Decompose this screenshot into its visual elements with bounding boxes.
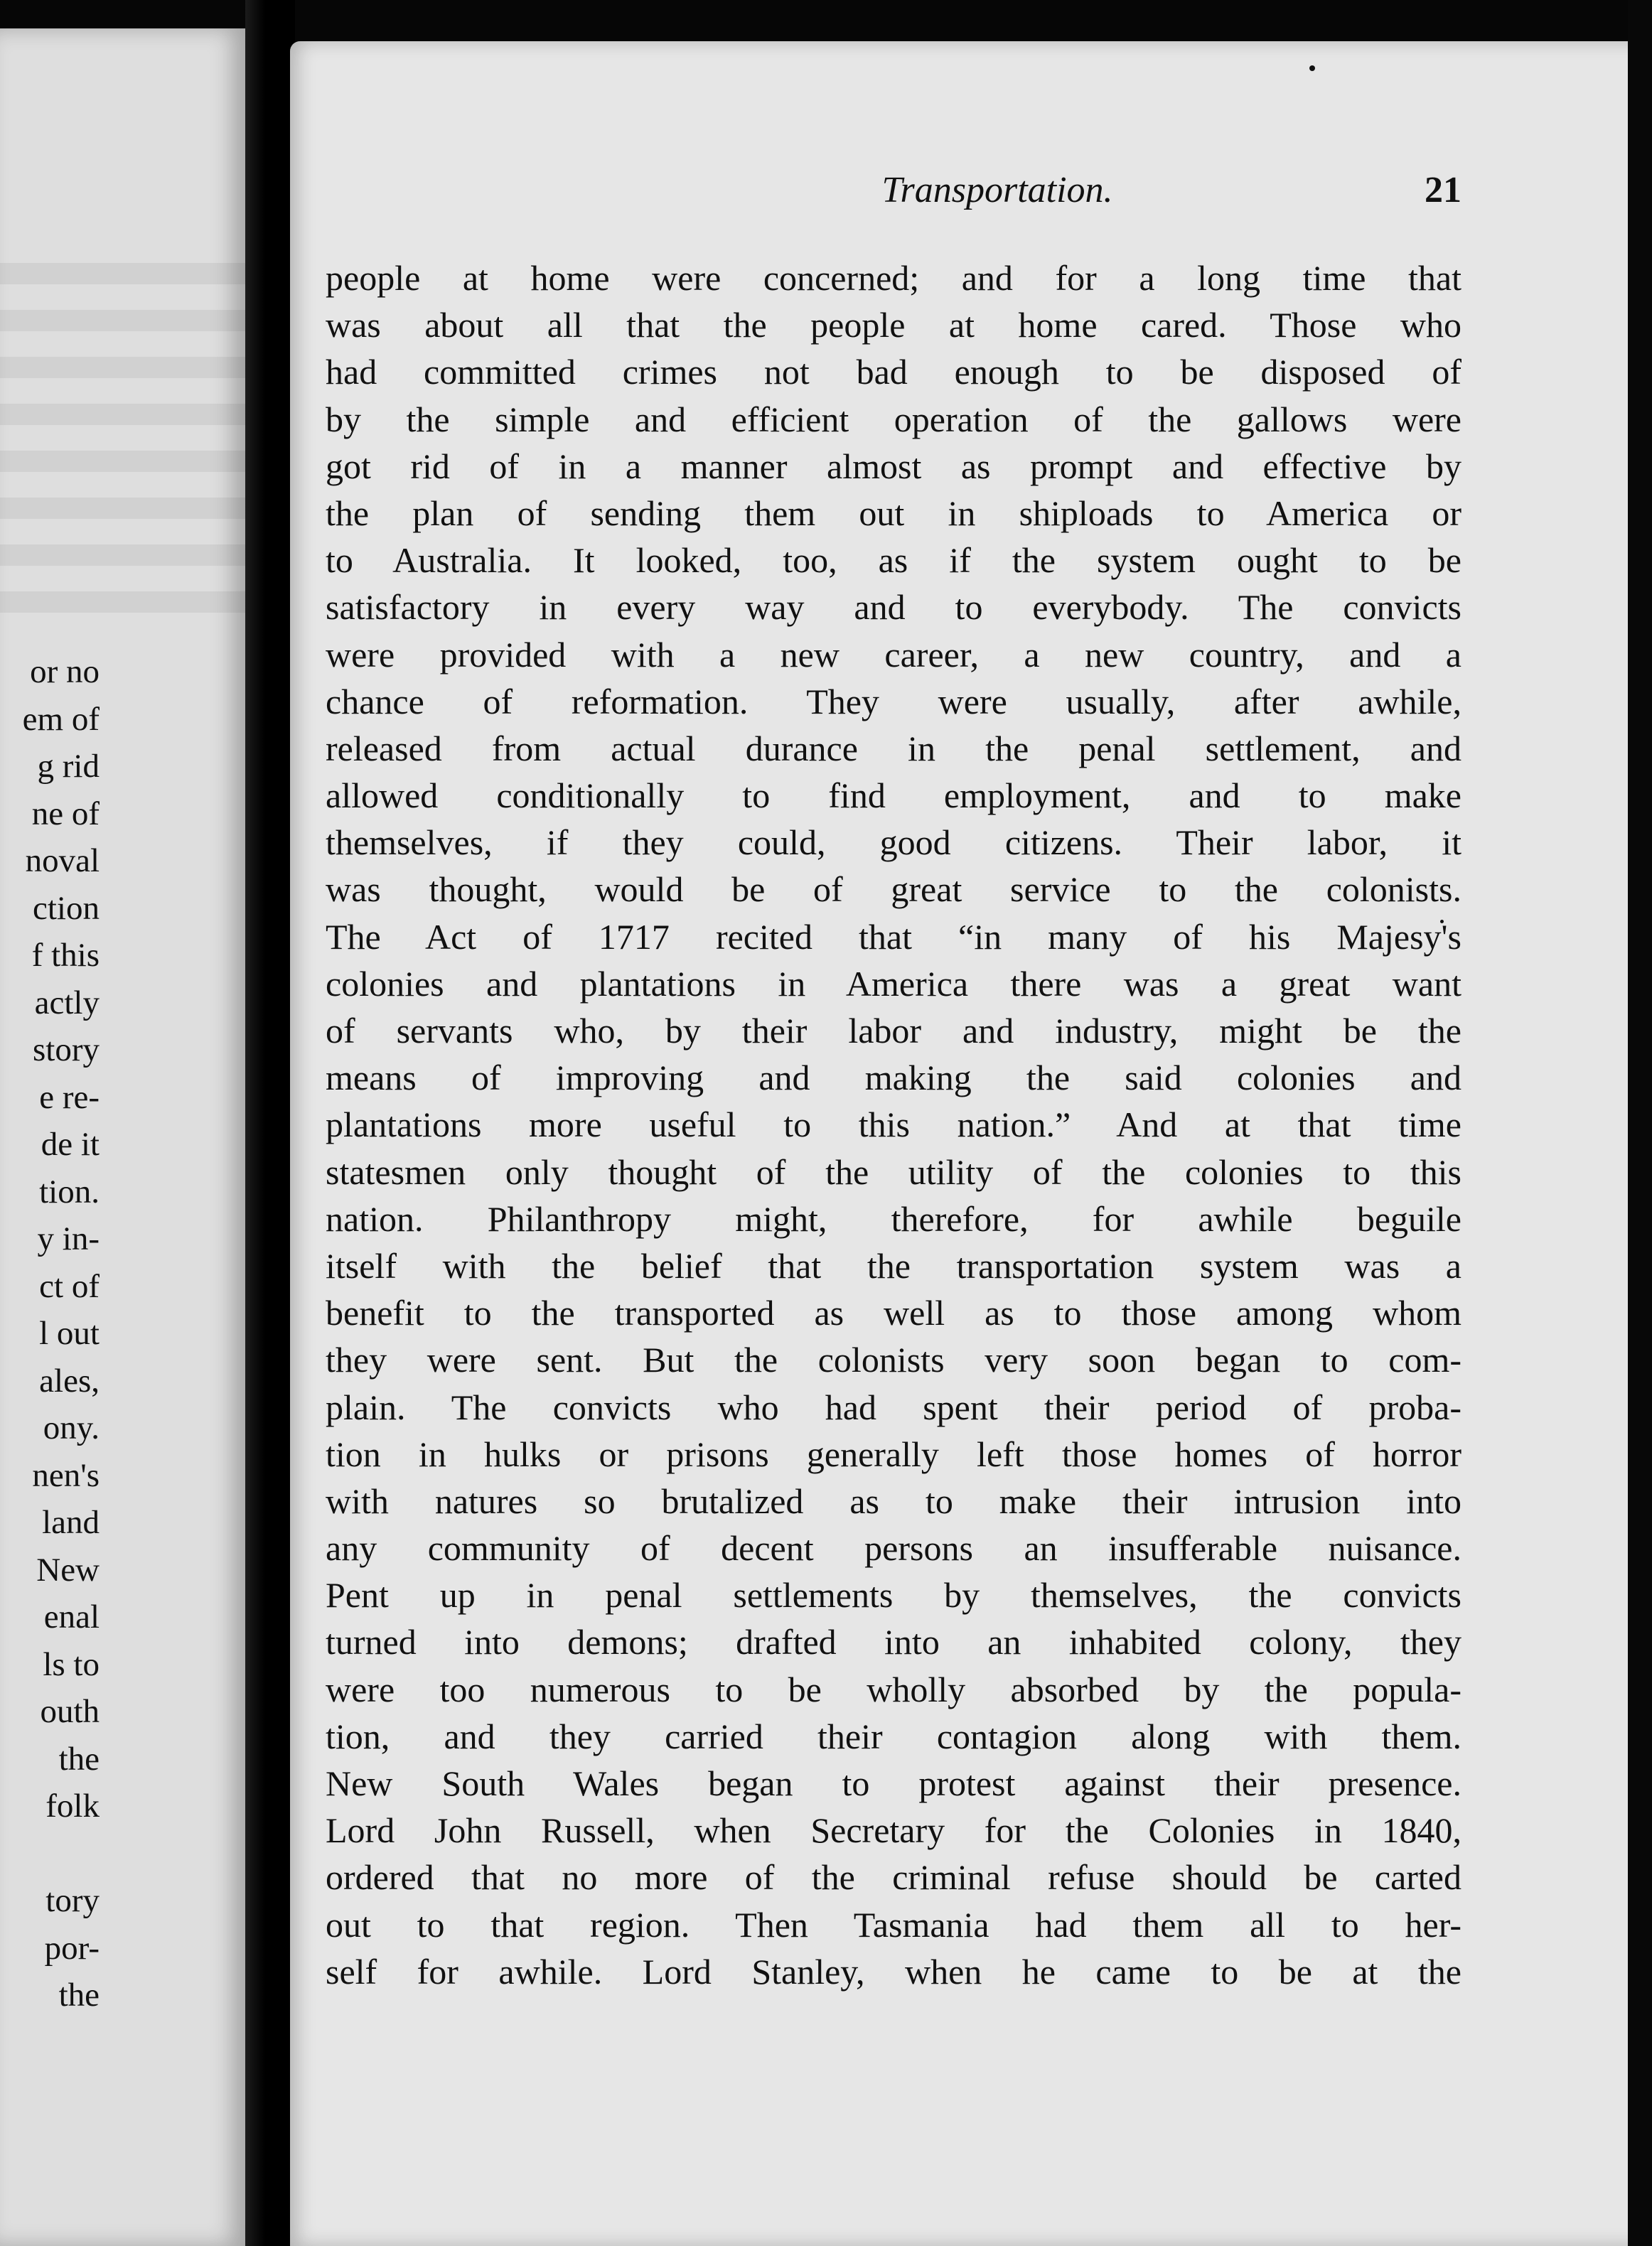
text-line: tion in hulks or prisons generally left those homes of horror [326, 1434, 1461, 1474]
text-line: plantations more useful to this nation.” And at that time [326, 1105, 1461, 1145]
ink-speck [1309, 65, 1315, 71]
left-line: outh [40, 1693, 100, 1730]
left-line: f this [31, 937, 100, 974]
left-page [0, 28, 245, 2246]
left-line: y in- [37, 1220, 100, 1257]
text-line: turned into demons; drafted into an inhabited colony, they [326, 1622, 1461, 1662]
left-line: ales, [39, 1362, 100, 1399]
left-line: ls to [43, 1645, 100, 1683]
left-line: actly [34, 984, 100, 1021]
left-line: the [58, 1740, 100, 1778]
text-line: itself with the belief that the transportation system was a [326, 1245, 1461, 1286]
page-number: 21 [1425, 170, 1461, 210]
body-text [326, 254, 1461, 1995]
text-line: were provided with a new career, a new country, and a [326, 634, 1461, 675]
text-line: tion, and they carried their contagion along with them. [326, 1716, 1461, 1756]
left-line: ony. [43, 1409, 100, 1446]
text-line: Pent up in penal settlements by themselves, the convicts [326, 1575, 1461, 1616]
text-line: to Australia. It looked, too, as if the system ought to be [326, 540, 1461, 581]
left-line: enal [43, 1598, 100, 1635]
text-line: was thought, would be of great service to the colonists. [326, 869, 1461, 910]
text-line: means of improving and making the said colonies and [326, 1058, 1461, 1098]
text-line: had committed crimes not bad enough to be disposed of [326, 352, 1461, 392]
right-page [290, 41, 1652, 2246]
text-line: The Act of 1717 recited that “in many of his Majesy's [326, 916, 1461, 957]
text-line: statesmen only thought of the utility of the colonies to this [326, 1151, 1461, 1192]
text-line: satisfactory in every way and to everybody. The convicts [326, 587, 1461, 628]
text-line: by the simple and efficient operation of the gallows were [326, 399, 1461, 439]
left-line: the [58, 1977, 100, 2014]
left-line-gap [0, 1830, 100, 1878]
left-line: por- [44, 1929, 100, 1967]
left-page-text [0, 648, 100, 2019]
text-line: benefit to the transported as well as to those among whom [326, 1293, 1461, 1333]
running-title: Transportation. [881, 170, 1113, 210]
text-line: ordered that no more of the criminal refuse should be carted [326, 1857, 1461, 1898]
text-line: any community of decent persons an insufferable nuisance. [326, 1528, 1461, 1569]
text-line: released from actual durance in the penal settlement, and [326, 728, 1461, 768]
text-line: were too numerous to be wholly absorbed by the popula- [326, 1669, 1461, 1709]
left-line: ction [33, 889, 100, 927]
text-line: got rid of in a manner almost as prompt and effective by [326, 446, 1461, 486]
text-line: they were sent. But the colonists very soon began to com- [326, 1340, 1461, 1380]
left-line: ne of [31, 795, 100, 832]
left-line: em of [22, 700, 100, 738]
left-line: folk [45, 1788, 100, 1825]
text-line: plain. The convicts who had spent their period of proba- [326, 1387, 1461, 1427]
left-line: g rid [37, 748, 100, 785]
left-line: land [42, 1504, 100, 1541]
text-line: the plan of sending them out in shiploads to America or [326, 493, 1461, 533]
text-line: of servants who, by their labor and industry, might be the [326, 1011, 1461, 1051]
text-line: allowed conditionally to find employment, and to make [326, 775, 1461, 816]
text-line: New South Wales began to protest against their presence. [326, 1763, 1461, 1803]
text-line: with natures so brutalized as to make their intrusion into [326, 1481, 1461, 1521]
page-header [290, 162, 1652, 219]
text-line: chance of reformation. They were usually, after awhile, [326, 681, 1461, 721]
text-line: colonies and plantations in America there was a great want [326, 963, 1461, 1004]
left-line: ct of [39, 1267, 100, 1305]
left-line: e re- [39, 1078, 100, 1116]
text-line: self for awhile. Lord Stanley, when he came to be at the [326, 1951, 1461, 1992]
left-line: tory [45, 1882, 100, 1919]
book-gutter [245, 0, 295, 2246]
left-line: l out [39, 1315, 100, 1352]
left-line: de it [41, 1126, 100, 1163]
text-line: nation. Philanthropy might, therefore, for awhile beguile [326, 1198, 1461, 1239]
bleed-through-text [0, 263, 245, 633]
left-line: story [33, 1031, 100, 1068]
left-line: or no [30, 653, 100, 690]
left-line: tion. [39, 1173, 100, 1210]
left-line: New [36, 1551, 100, 1589]
text-line: Lord John Russell, when Secretary for the Colonies in 1840, [326, 1810, 1461, 1851]
text-line: people at home were concerned; and for a long time that [326, 258, 1461, 298]
text-line: themselves, if they could, good citizens. Their labor, it [326, 822, 1461, 863]
text-line: was about all that the people at home cared. Those who [326, 305, 1461, 345]
text-line: out to that region. Then Tasmania had them all to her- [326, 1904, 1461, 1945]
scan-edge [1628, 0, 1652, 2246]
left-line: nen's [32, 1456, 100, 1494]
left-line: noval [25, 842, 100, 879]
